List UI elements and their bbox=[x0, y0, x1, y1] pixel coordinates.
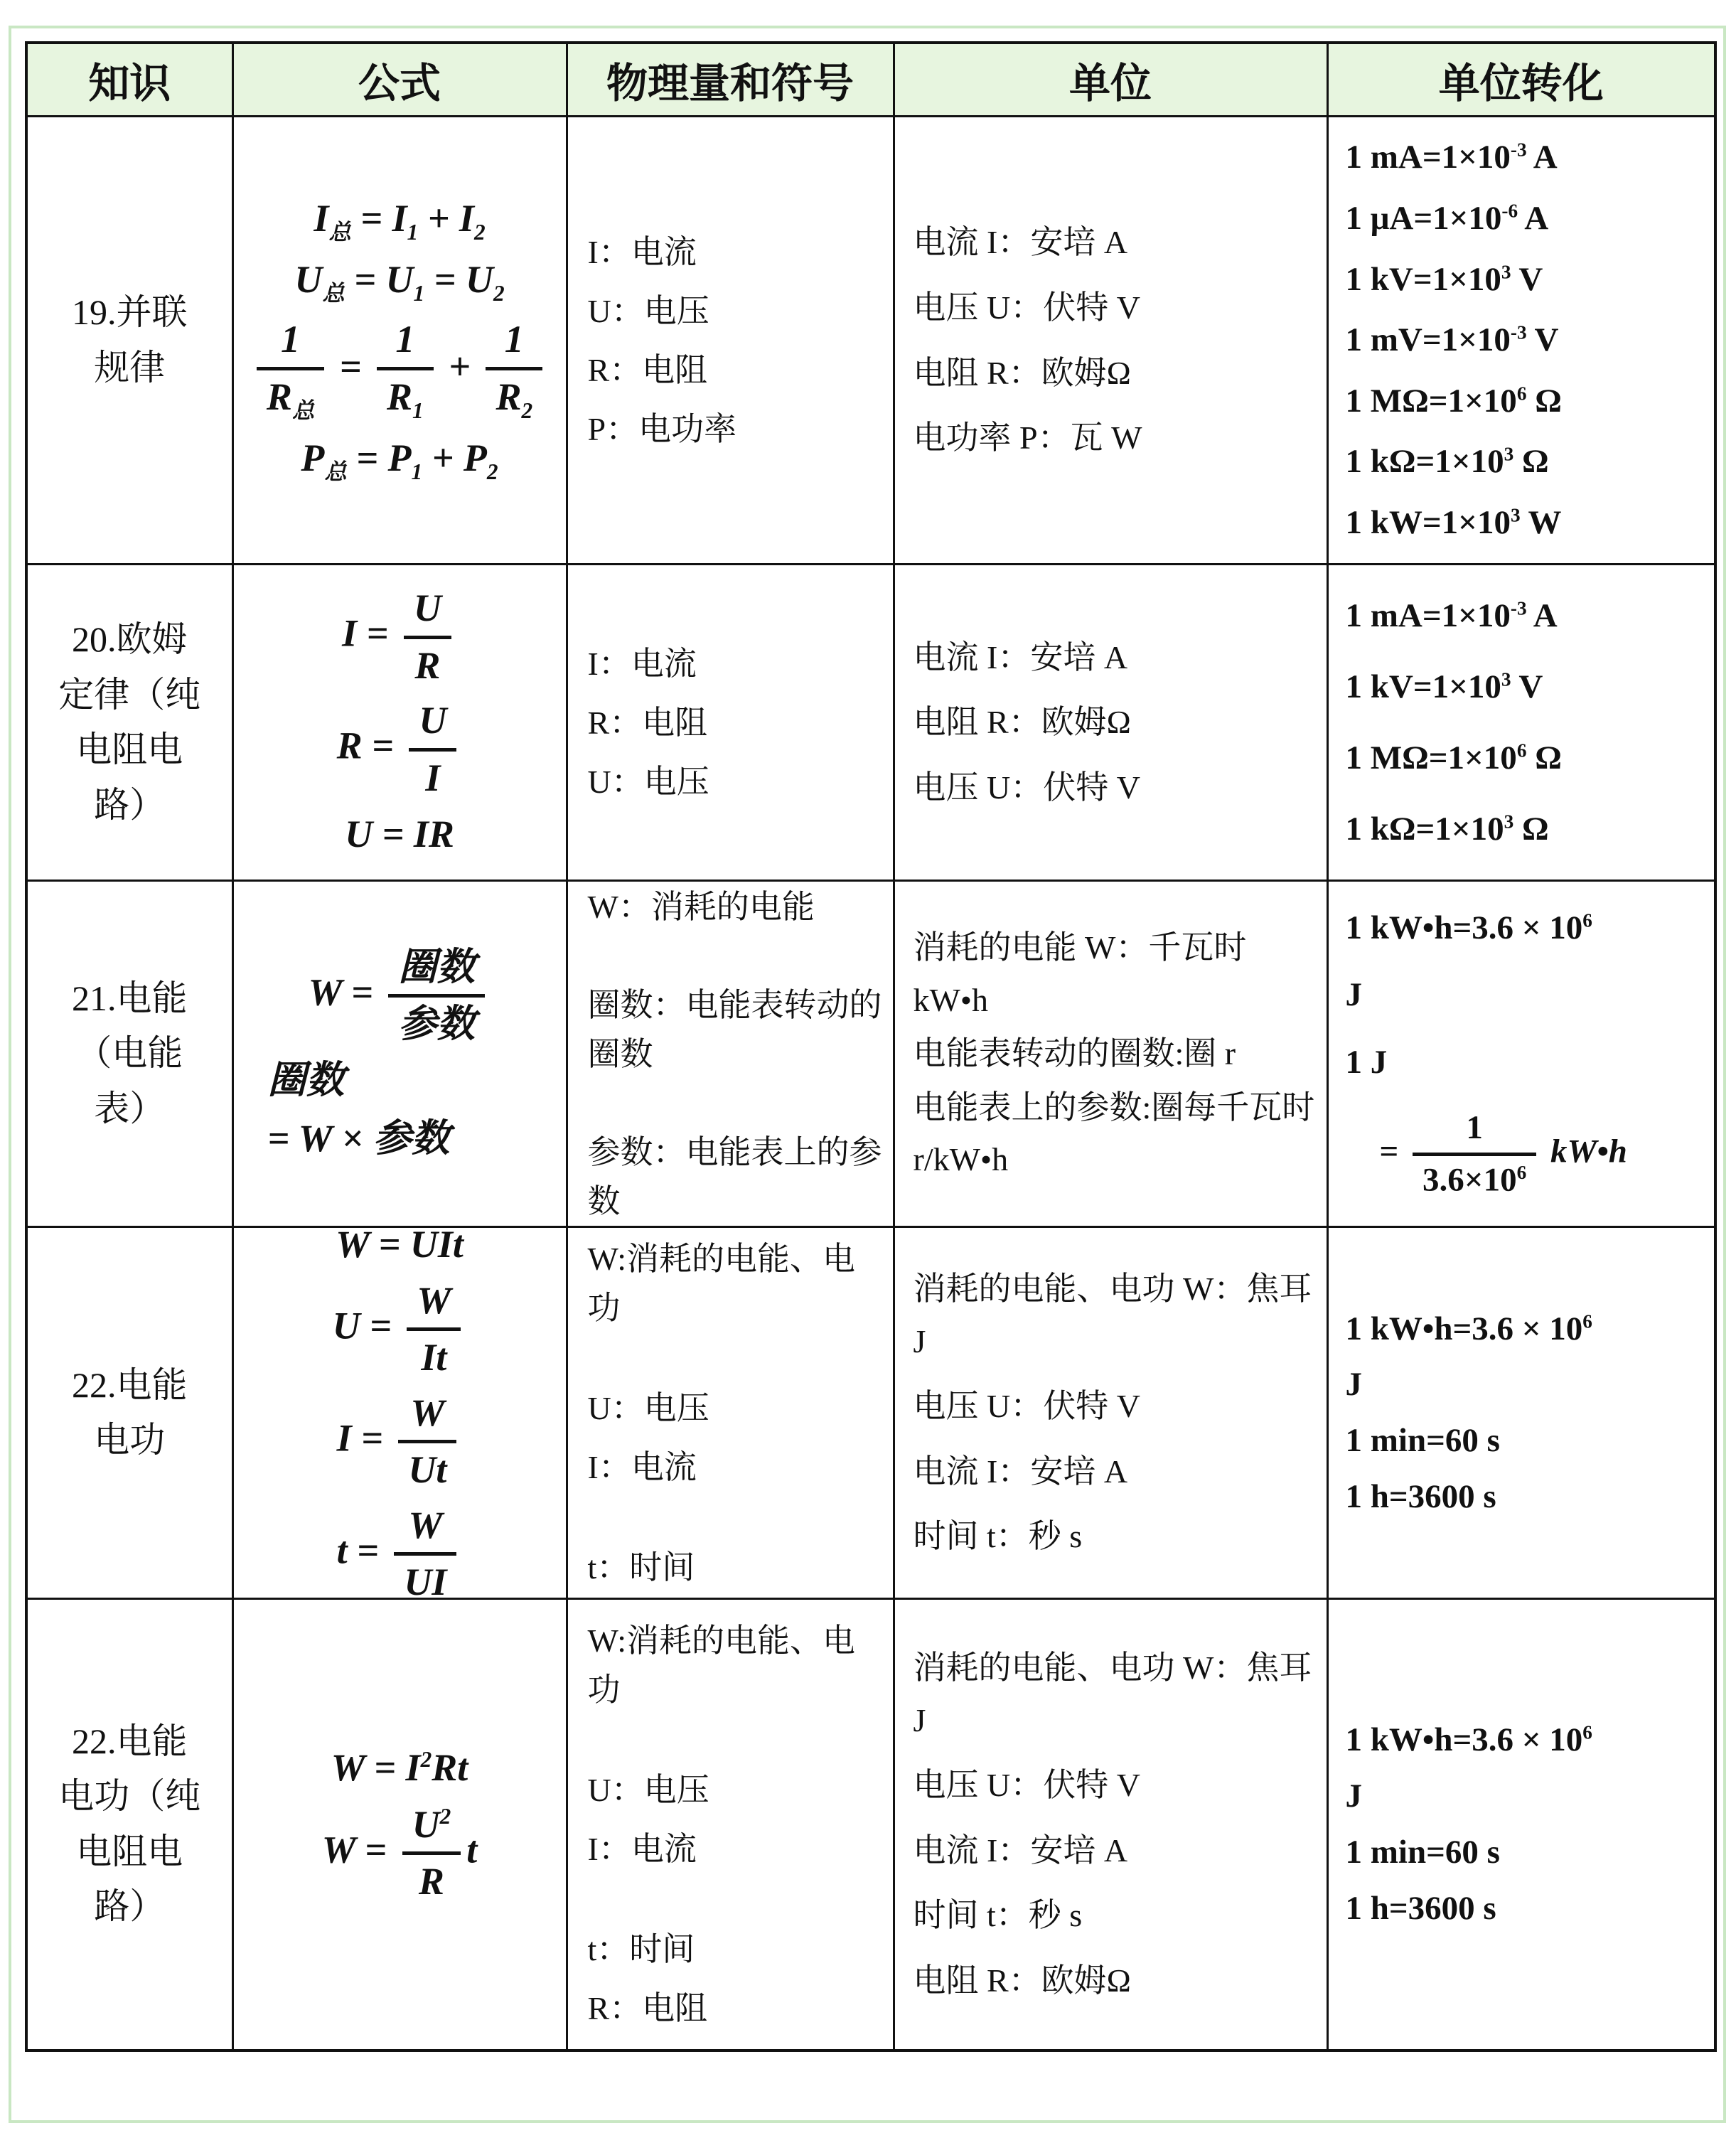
unit-line: 时间 t：秒 s bbox=[913, 1897, 1083, 1934]
cell-quantities-content bbox=[568, 118, 893, 563]
quantity-line: t：时间 bbox=[587, 1930, 695, 1967]
conversion-line: 1 $mA=1\times 10^{-3}$ A bbox=[1345, 139, 1558, 176]
unit-line: 电流 I：安培 A bbox=[913, 638, 1128, 675]
cell-conv-content bbox=[1329, 118, 1715, 563]
unit-line: 电流 I：安培 A bbox=[913, 1453, 1128, 1490]
cell-units bbox=[894, 1599, 1327, 2051]
quantity-line: U：电压 bbox=[587, 1389, 709, 1426]
table-header bbox=[26, 43, 1715, 117]
conversion-line: 1 $mA=1\times 10^{-3}$ A bbox=[1345, 597, 1558, 634]
unit-line: 消耗的电能、电功 W：焦耳 J bbox=[913, 1649, 1312, 1738]
cell-conv-content bbox=[1329, 882, 1715, 1226]
cell-formulas-content bbox=[234, 1222, 566, 1604]
cell-formulas-content bbox=[234, 1600, 566, 2048]
cell-units-content bbox=[895, 118, 1327, 563]
quantity-line: I：电流 bbox=[587, 645, 697, 682]
cell-formulas-content bbox=[234, 118, 566, 563]
cell-units-content bbox=[895, 1600, 1327, 2048]
table-body bbox=[26, 117, 1715, 2051]
formula-line: $\frac{1}{R_总}$ = $\frac{1}{R_1}$ + $\frac{1}{R_2}$ bbox=[251, 317, 548, 424]
cell-quantities bbox=[567, 881, 894, 1227]
cell-conv-content bbox=[1329, 1600, 1715, 2048]
conversion-line: 1 h=3600 s bbox=[1345, 1477, 1496, 1515]
header-row bbox=[26, 43, 1715, 117]
conversion-line: 1 $k\Omega=1\times 10^3$ Ω bbox=[1345, 443, 1549, 481]
unit-line: 电压 U：伏特 V bbox=[913, 769, 1140, 806]
unit-line: 电能表转动的圈数:圈 r bbox=[913, 1035, 1236, 1072]
quantity-line: W:消耗的电能、电功 bbox=[587, 1622, 855, 1708]
quantity-line: U：电压 bbox=[587, 1771, 709, 1808]
cell-knowledge-content bbox=[28, 882, 232, 1226]
cell-quantities bbox=[567, 565, 894, 881]
table-row bbox=[26, 565, 1715, 881]
unit-line: 时间 t：秒 s bbox=[913, 1518, 1083, 1555]
cell-conv-content bbox=[1329, 1229, 1715, 1598]
quantity-line: W:消耗的电能、电功 bbox=[587, 1240, 855, 1326]
formula-line: W = UIt bbox=[336, 1222, 464, 1266]
cell-quantities-content bbox=[568, 1600, 893, 2048]
formula-line: $P_总 = P_1 + P_2$ bbox=[301, 436, 498, 484]
cell-units bbox=[894, 881, 1327, 1227]
cell-knowledge bbox=[26, 881, 232, 1227]
header-units: 单位 bbox=[894, 43, 1327, 117]
conversion-line: 1 min=60 s bbox=[1345, 1833, 1500, 1871]
conversion-line: 1 $kV=1\times 10^3$ V bbox=[1345, 260, 1543, 298]
unit-line: 电阻 R：欧姆Ω bbox=[913, 354, 1131, 391]
conversion-line: J bbox=[1345, 976, 1362, 1014]
cell-units-content bbox=[895, 882, 1327, 1226]
conversion-line: J bbox=[1345, 1366, 1362, 1404]
cell-units bbox=[894, 117, 1327, 565]
unit-line: 消耗的电能、电功 W：焦耳 J bbox=[913, 1271, 1312, 1359]
conversion-line: 1 $M\Omega=1\times 10^6$ Ω bbox=[1345, 382, 1562, 419]
cell-knowledge-content bbox=[28, 566, 232, 880]
unit-line: 电压 U：伏特 V bbox=[913, 1767, 1140, 1804]
cell-quantities bbox=[567, 1227, 894, 1599]
cell-formulas-content bbox=[234, 566, 566, 880]
quantity-line: P：电功率 bbox=[587, 410, 737, 447]
knowledge-line: 定律（纯 bbox=[58, 674, 201, 715]
header-quantities: 物理量和符号 bbox=[567, 43, 894, 117]
conversion-line: 1 h=3600 s bbox=[1345, 1889, 1496, 1927]
unit-line: 电压 U：伏特 V bbox=[913, 289, 1140, 326]
conversion-line: 1 $kW=1\times 10^3$ W bbox=[1345, 503, 1562, 541]
table-row bbox=[26, 1227, 1715, 1599]
physics-formula-table bbox=[25, 41, 1717, 2052]
cell-conv bbox=[1327, 565, 1715, 881]
formula-line: I = $\frac{W}{Ut}$ bbox=[337, 1391, 463, 1493]
cell-knowledge bbox=[26, 1599, 232, 2051]
cell-units-content bbox=[895, 1229, 1327, 1598]
cell-formulas bbox=[232, 1599, 567, 2051]
knowledge-line: 22.电能 bbox=[72, 1364, 188, 1405]
cell-conv bbox=[1327, 1599, 1715, 2051]
conversion-line: 1 $\mu A=1\times 10^{-6}$ A bbox=[1345, 199, 1549, 237]
formula-line: = W × 参数 bbox=[267, 1116, 450, 1160]
cell-quantities bbox=[567, 117, 894, 565]
knowledge-line: 电阻电 bbox=[76, 729, 183, 769]
formula-line: t = $\frac{W}{UI}$ bbox=[337, 1503, 463, 1605]
unit-line: 电功率 P：瓦 W bbox=[913, 419, 1142, 456]
cell-units bbox=[894, 565, 1327, 881]
conversion-line: 1 $mV=1\times 10^{-3}$ V bbox=[1345, 321, 1559, 359]
unit-line: 电阻 R：欧姆Ω bbox=[913, 704, 1131, 741]
conversion-line: 1 kW•h=3.6 × $10^6$ bbox=[1345, 1721, 1592, 1759]
quantity-line: U：电压 bbox=[587, 763, 709, 800]
cell-conv-content bbox=[1329, 566, 1715, 880]
quantity-line: I：电流 bbox=[587, 1830, 697, 1867]
cell-conv bbox=[1327, 117, 1715, 565]
cell-formulas bbox=[232, 565, 567, 881]
formula-line: R = $\frac{U}{I}$ bbox=[337, 698, 463, 801]
cell-quantities-content bbox=[568, 1229, 893, 1598]
knowledge-line: 路） bbox=[94, 1886, 166, 1927]
knowledge-line: 电阻电 bbox=[76, 1831, 183, 1871]
formula-line: U = IR bbox=[345, 813, 454, 856]
cell-knowledge bbox=[26, 117, 232, 565]
conversion-line: 1 $k\Omega=1\times 10^3$ Ω bbox=[1345, 810, 1549, 848]
cell-quantities-content bbox=[568, 882, 893, 1226]
knowledge-line: 电功（纯 bbox=[58, 1776, 201, 1817]
cell-units-content bbox=[895, 566, 1327, 880]
formula-line: I = $\frac{U}{R}$ bbox=[342, 586, 457, 688]
cell-knowledge bbox=[26, 1227, 232, 1599]
unit-line: 电压 U：伏特 V bbox=[913, 1388, 1140, 1425]
quantity-line: t：时间 bbox=[587, 1549, 695, 1586]
knowledge-line: 22.电能 bbox=[72, 1721, 188, 1761]
knowledge-line: 20.欧姆 bbox=[72, 619, 188, 659]
cell-quantities-content bbox=[568, 566, 893, 880]
quantity-line: W：消耗的电能 bbox=[587, 888, 815, 925]
conversion-line: 1 min=60 s bbox=[1345, 1422, 1500, 1459]
header-formula: 公式 bbox=[232, 43, 567, 117]
cell-knowledge-content bbox=[28, 1229, 232, 1598]
unit-line: 电流 I：安培 A bbox=[913, 1832, 1128, 1869]
quantity-line: 圈数：电能表转动的圈数 bbox=[587, 986, 882, 1072]
knowledge-line: 21.电能 bbox=[72, 978, 188, 1018]
cell-units bbox=[894, 1227, 1327, 1599]
header-knowledge: 知识 bbox=[26, 43, 232, 117]
conversion-line: J bbox=[1345, 1778, 1362, 1814]
knowledge-line: （电能 bbox=[76, 1033, 183, 1074]
quantity-line: I：电流 bbox=[587, 1448, 697, 1485]
quantity-line: R：电阻 bbox=[587, 1989, 708, 2026]
conversion-line: 1 kW•h=3.6 × $10^6$ bbox=[1345, 1310, 1592, 1347]
unit-line: 电能表上的参数:圈每千瓦时 r/kW•h bbox=[913, 1089, 1315, 1178]
table-row bbox=[26, 881, 1715, 1227]
table-row bbox=[26, 1599, 1715, 2051]
quantity-line: R：电阻 bbox=[587, 704, 708, 741]
formula-line: $U_总 = U_1 = U_2$ bbox=[294, 258, 505, 306]
cell-knowledge bbox=[26, 565, 232, 881]
cell-knowledge-content bbox=[28, 118, 232, 563]
quantity-line: R：电阻 bbox=[587, 351, 708, 388]
knowledge-line: 路） bbox=[94, 784, 166, 825]
conversion-line: 1 kW•h=3.6 × $10^6$ bbox=[1345, 909, 1592, 947]
header-conversion: 单位转化 bbox=[1327, 43, 1715, 117]
cell-formulas-content bbox=[234, 882, 566, 1226]
knowledge-line: 19.并联 bbox=[72, 292, 188, 332]
cell-formulas bbox=[232, 881, 567, 1227]
cell-formulas bbox=[232, 117, 567, 565]
quantity-line: I：电流 bbox=[587, 233, 697, 270]
cell-conv bbox=[1327, 881, 1715, 1227]
unit-line: 消耗的电能 W：千瓦时 kW•h bbox=[913, 929, 1247, 1018]
unit-line: 电阻 R：欧姆Ω bbox=[913, 1962, 1131, 1999]
conversion-line: 1 $kV=1\times 10^3$ V bbox=[1345, 668, 1543, 705]
conversion-line: 1 J bbox=[1345, 1043, 1388, 1081]
conversion-line: 1 $M\Omega=1\times 10^6$ Ω bbox=[1345, 739, 1562, 776]
cell-formulas bbox=[232, 1222, 567, 1604]
cell-quantities bbox=[567, 1599, 894, 2051]
quantity-line: U：电压 bbox=[587, 292, 709, 329]
formula-line: $I_总 = I_1 + I_2$ bbox=[314, 197, 486, 245]
formula-line: 圈数 bbox=[267, 1059, 345, 1102]
conversion-line: = $\frac{1}{3.6\times 10^6}$ kW•h bbox=[1379, 1108, 1627, 1199]
cell-conv bbox=[1327, 1227, 1715, 1599]
unit-line: 电流 I：安培 A bbox=[913, 224, 1128, 261]
cell-knowledge-content bbox=[28, 1600, 232, 2048]
knowledge-line: 电功 bbox=[94, 1420, 166, 1460]
knowledge-line: 规律 bbox=[94, 347, 166, 387]
formula-line: $W = I^2Rt$ bbox=[331, 1746, 468, 1790]
formula-line: U = $\frac{W}{It}$ bbox=[333, 1278, 467, 1381]
table-row bbox=[26, 117, 1715, 565]
formula-line: W = $\frac{\text{圈数}}{\text{参数}}$ bbox=[309, 945, 491, 1047]
quantity-line: 参数：电能表上的参数 bbox=[587, 1133, 882, 1219]
formula-line: W = $\frac{U^2}{R}$ t bbox=[321, 1802, 478, 1903]
knowledge-line: 表） bbox=[94, 1088, 166, 1128]
